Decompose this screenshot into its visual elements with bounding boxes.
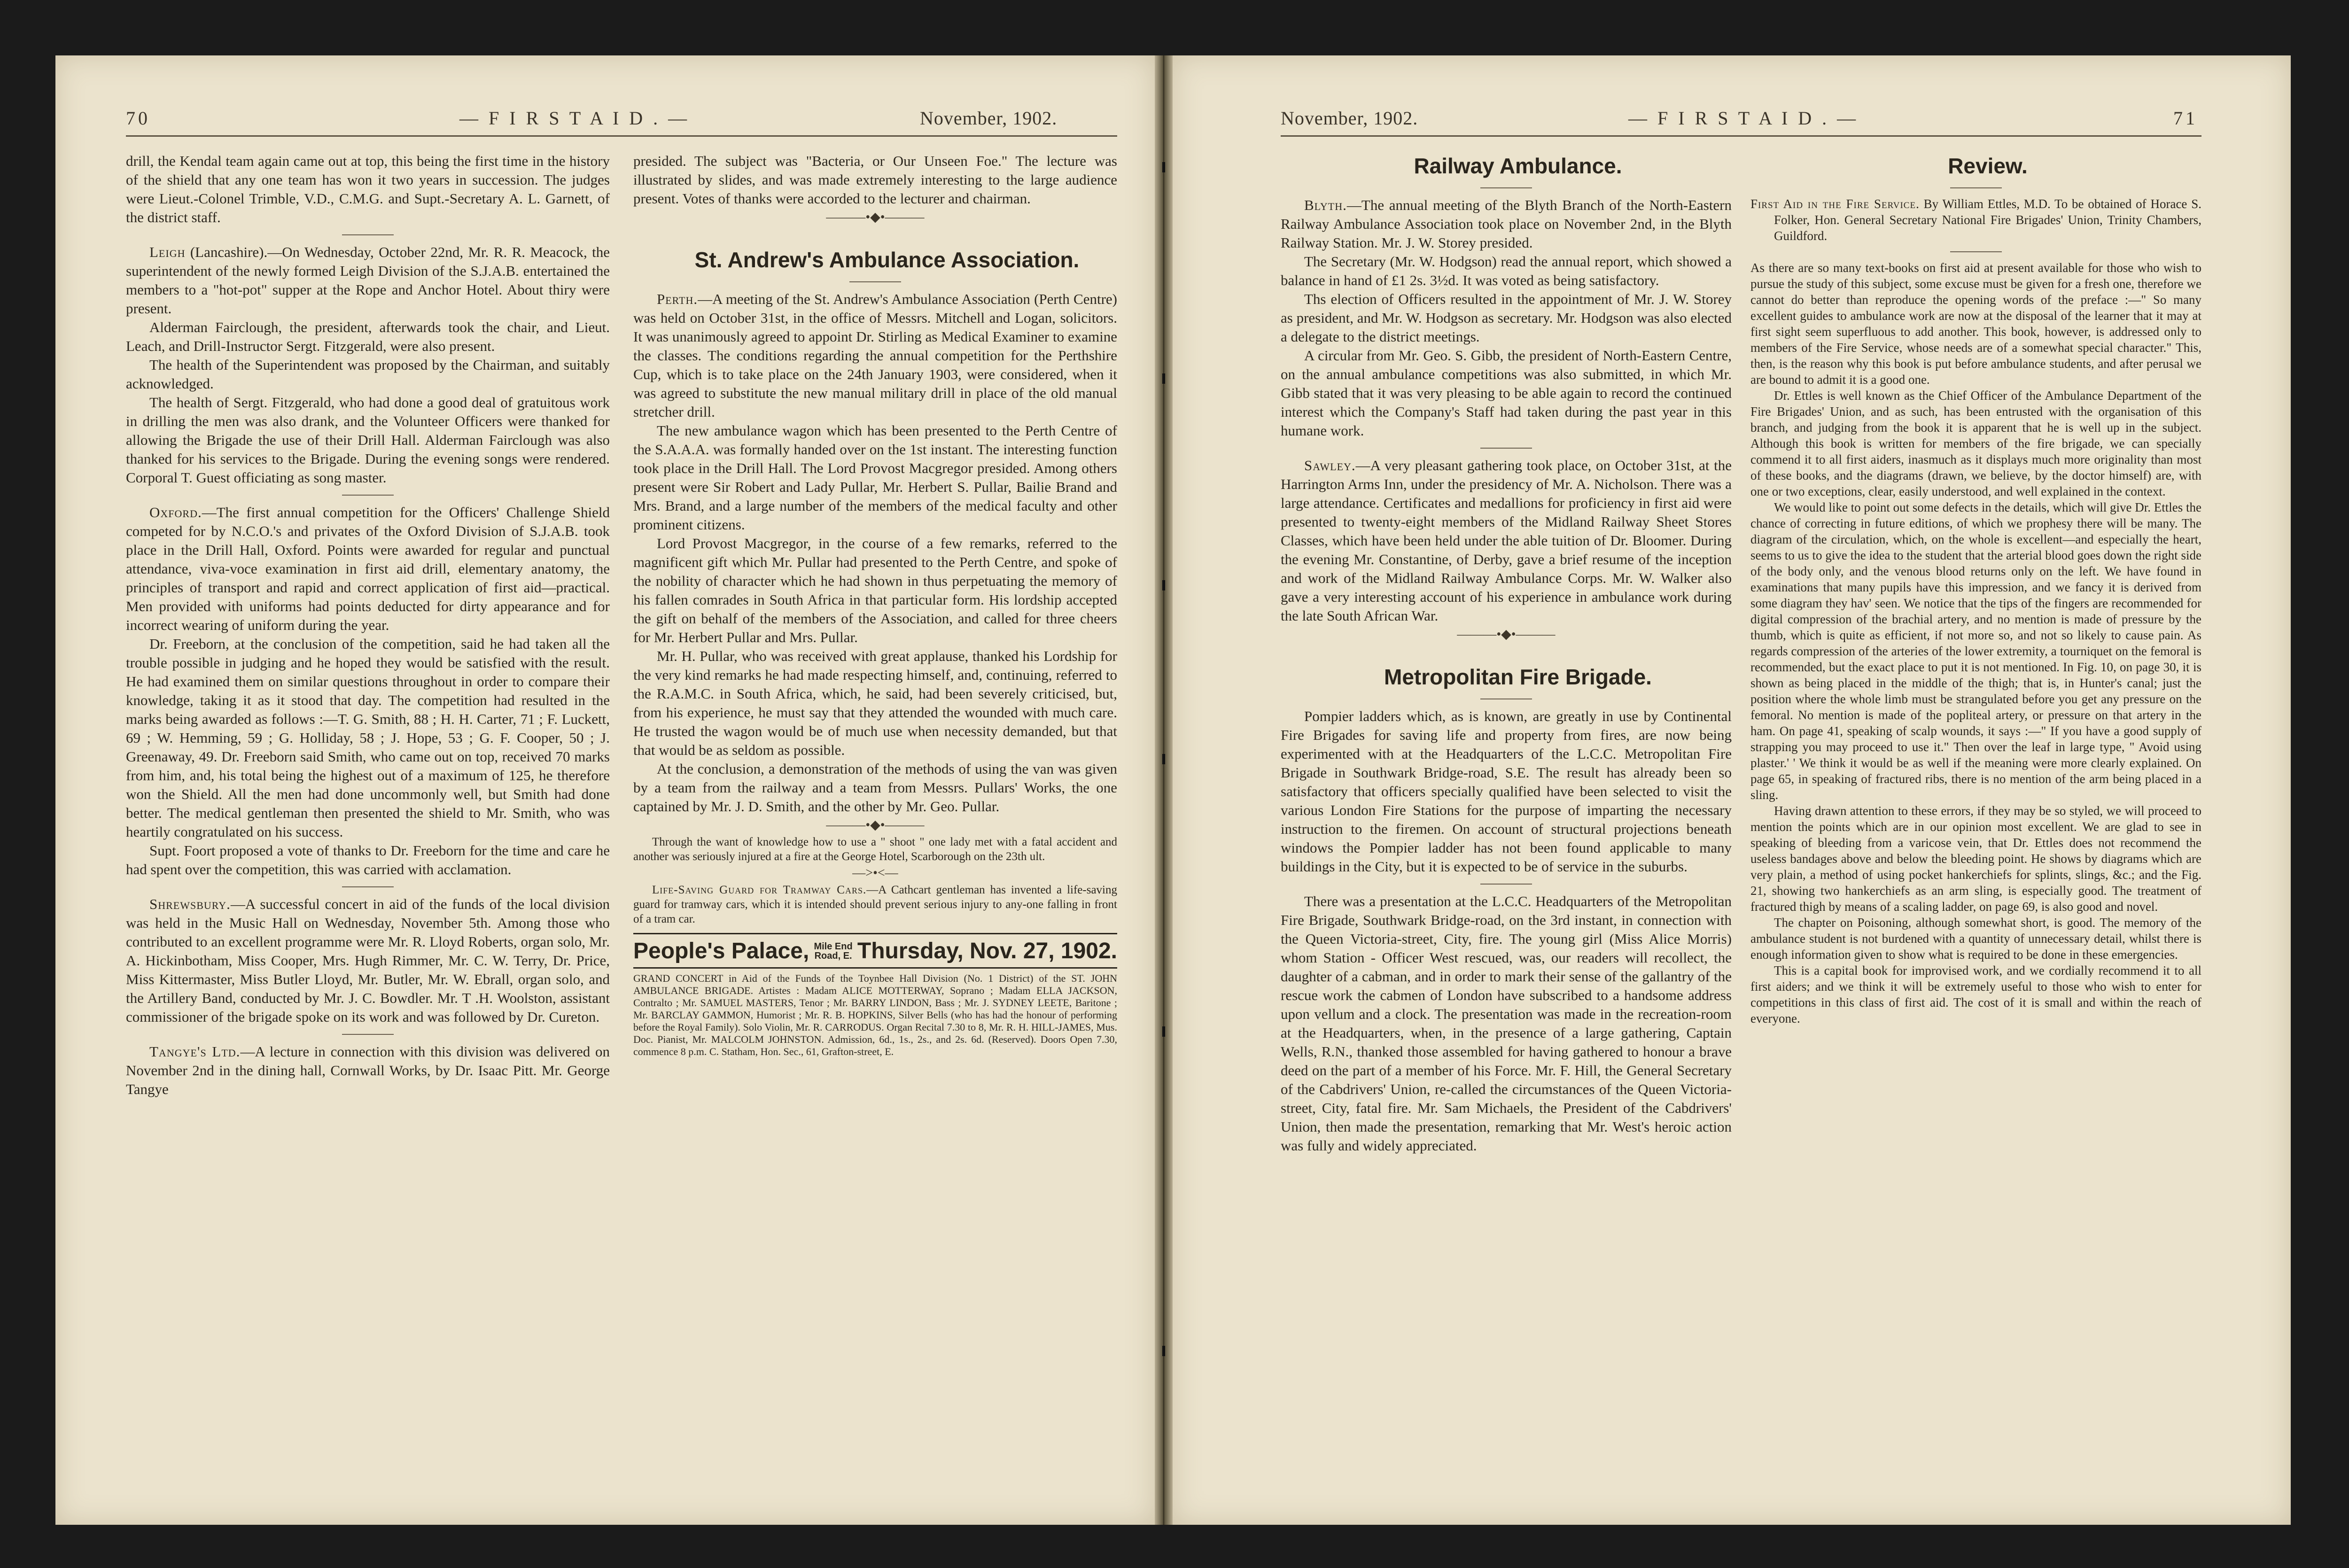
header-rule-left (126, 135, 1117, 137)
perth-paragraph-5: At the conclusion, a demonstration of the methods of using the van was given by a team from the railway and a team from Messrs. Pullars' Works, the one captained by Mr. J. D. Smith, and the other by Mr. Geo. Pullar. (633, 761, 1117, 815)
ornament-divider: ———•◆•——— (826, 210, 925, 225)
leigh-lead: Leigh (149, 244, 186, 260)
running-title-right: — F I R S T A I D . — (1628, 108, 1859, 129)
binding-stitch (1162, 373, 1165, 384)
ornament-divider: ———•◆•——— (1457, 627, 1556, 642)
left-column-2 (633, 152, 1117, 1058)
blyth-paragraph-3: Ths election of Officers resulted in the appointment of Mr. J. W. Storey as president, and Mr. W. Hodgson as secretary. Mr. Hodgson was also elected a delegate to the district meetings. (1281, 291, 1732, 345)
ad-date: Thursday, Nov. 27, 1902. (857, 939, 1117, 963)
ad-title (633, 937, 1117, 965)
tangye-text: —A lecture in connection with this division was delivered on November 2nd in the dining hall, Cornwall Works, by Dr. Isaac Pitt. Mr. George Tangye (126, 1043, 610, 1097)
leigh-paragraph (126, 243, 610, 318)
perth-text: —A meeting of the St. Andrew's Ambulance Association (Perth Centre) was held on October 31st, in the office of Messrs. Mitchell and Logan, solicitors. It was unanimously agreed to appoint Dr. Stirling as Medical Examiner to examine the classes. The conditions regarding the annual competition for the Perthshire Cup, which is to take place on the 24th January 1903, were considered, when it was agreed to substitute the new manual military drill in place of the old manual stretcher drill. (633, 291, 1117, 420)
railway-heading: Railway Ambulance. (1414, 154, 1622, 178)
left-column-1 (126, 152, 610, 1099)
divider (342, 495, 394, 496)
leigh-text: (Lancashire).—On Wednesday, October 22nd, Mr. R. R. Meacock, the superintendent of the newly formed Leigh Division of the S.J.A.B. entertained the members to a "hot-pot" supper at the Rope and Anchor Hotel. About thiry were present. (126, 244, 610, 317)
right-page (1173, 55, 2291, 1525)
divider (342, 234, 394, 235)
review-paragraph-3: We would like to point out some defects in the details, which will give Dr. Ettles the chance of correcting in future editions, of which we prophesy there will be many. The diagram of the circulation, which, on the whole is excellent—and especially the heart, seems to us to give the idea to the student that the arterial blood goes down the right side of the body only, and the venous blood returns only on the left. We have found in examinations that many pupils have this impression, and we fancy it is derived from some diagram they hav' seen. We notice that the tips of the fingers are recommended for digital compression of the brachial artery, and no mention is made of pressure by the thumb, which is quite as efficient, if not more so, and not so likely to cause pain. As regards compression of the arteries of the lower extremity, a tourniquet on the femoral is recommended, but the exact place to put it is not mentioned. In Fig. 10, on page 30, it is shown as being placed in the middle of the thigh; that is, in Hunter's canal; just the position where the whole limb must be strangulated before you get any pressure on the femoral. No mention is made of the popliteal artery, or pressure on that artery in the ham. On page 41, speaking of scalp wounds, it says :—" If you have a good supply of strapping you may proceed to use it." Then over the leaf in large type, " Avoid using plaster.' ' We think it would be as well if the meaning were more clearly explained. On page 65, in speaking of fractured ribs, there is no mention of the arm being placed in a sling. (1750, 500, 2201, 802)
binding-stitch (1162, 580, 1165, 590)
ad-venue: People's Palace, (633, 939, 809, 963)
oxford-text: —The first annual competition for the Officers' Challenge Shield competed for by N.C.O.'s and privates of the Oxford Division of S.J.A.B. took place in the Drill Hall, Oxford. Points were awarded for regular and punctual attendance, viva-voce examination in first aid drill, elementary anatomy, the principles of transport and rapid and correct application of first aid—practical. Men provided with uniforms had points deducted for dirty appearance and for incorrect wearing of uniform during the year. (126, 504, 610, 633)
ad-address-2: Road, E. (814, 951, 852, 961)
blyth-paragraph-4: A circular from Mr. Geo. S. Gibb, the president of North-Eastern Centre, on the annual ambulance competitions was also submitted, in which Mr. Gibb stated that it was very pleasing to be able again to record the continued interest which the Company's Staff had taken during the past year in this humane work. (1281, 347, 1732, 439)
divider (1480, 884, 1532, 885)
presentation-paragraph: There was a presentation at the L.C.C. Headquarters of the Metropolitan Fire Brigade, Southwark Bridge-road, on the 3rd instant, in connection with the Queen Victoria-street, City, fire. The young girl (Miss Alice Morris) whom Station - Officer West rescued, was, our readers will recollect, the daughter of a cabman, and in order to mark their sense of the gallantry of the rescue work the cabmen of London have subscribed to a handsome address upon vellum and a clock. The presentation was made in the recreation-room at the Headquarters, when, in the presence of a large gathering, Captain Wells, R.N., thanked those assembled for having gathered to honour a brave deed on the part of a member of his Force. Mr. F. Hill, the General Secretary of the Cabdrivers' Union, re-called the circumstances of the Queen Victoria-street, City, fatal fire. Mr. Sam Michaels, the President of the Cabdrivers' Union, then made the presentation, remarking that Mr. West's heroic action was fully and widely appreciated. (1281, 893, 1732, 1154)
fire-brigade-heading: Metropolitan Fire Brigade. (1384, 665, 1652, 689)
oxford-lead: Oxford. (149, 504, 202, 520)
shrewsbury-paragraph (126, 895, 610, 1026)
review-paragraph-5: The chapter on Poisoning, although somewhat short, is good. The memory of the ambulance student is not burdened with a quantity of unnecessary detail, whilst there is enough information given to show what is required to be done in these emergencies. (1750, 916, 2201, 962)
ad-top-rule (633, 933, 1117, 934)
kendal-paragraph: drill, the Kendal team again came out at top, this being the first time in the history of the shield that any one team has won it two years in succession. The judges were Lieut.-Colonel Trimble, V.D., C.M.G. and Supt.-Secretary A. L. Garnett, of the district staff. (126, 153, 610, 225)
page-number-right: 71 (2173, 108, 2198, 129)
perth-paragraph-3: Lord Provost Macgregor, in the course of a few remarks, referred to the magnificent gift which Mr. Pullar had presented to the Perth Centre, and spoke of the nobility of character which he had shown in thus perpetuating the memory of his fallen comrades in South Africa in that particular form. His lordship accepted the gift on behalf of the members of the Association, and called for three cheers for Mr. Herbert Pullar and Mrs. Pullar. (633, 535, 1117, 645)
divider (1950, 187, 2002, 188)
book-gutter (1155, 55, 1173, 1525)
guard-paragraph (633, 883, 1117, 926)
st-andrews-heading: St. Andrew's Ambulance Association. (694, 248, 1080, 272)
review-paragraph-6: This is a capital book for improvised work, and we cordially recommend it to all first aiders; and we think it will be extremely useful to those who wish to enter for competitions in this class of first aid. The cost of it is small and within the reach of everyone. (1750, 963, 2201, 1025)
divider (342, 886, 394, 887)
leigh-paragraph-3: The health of the Superintendent was proposed by the Chairman, and suitably acknowledged. (126, 357, 610, 392)
shrewsbury-text: —A successful concert in aid of the funds of the local division was held in the Music Hall on Wednesday, November 5th. Among those who contributed to an excellent programme were Mr. R. Lloyd Roberts, organ solo, Mr. A. Hickinbotham, Miss Cooper, Mrs. Hugh Rimmer, Mr. C. W. Terry, Dr. Price, Miss Kittermaster, Miss Butler Lloyd, Mr. Butler, Mr. W. Ebrall, organ solo, and the Artillery Band, conducted by Mr. J. C. Bowdler. Mr. T .H. Woolston, assistant commissioner of the brigade spoke on its work and was followed by Dr. Cureton. (126, 896, 610, 1025)
leigh-paragraph-2: Alderman Fairclough, the president, afterwards took the chair, and Lieut. Leach, and Drill-Instructor Sergt. Fitzgerald, were also present. (126, 319, 610, 354)
divider (1480, 187, 1532, 188)
perth-lead: Perth. (657, 291, 698, 307)
oxford-paragraph (126, 503, 610, 635)
perth-paragraph-4: Mr. H. Pullar, who was received with great applause, thanked his Lordship for the very kind remarks he had made respecting himself, and, continuing, referred to the R.A.M.C. in South Africa, which, he said, had been severely criticised, but, from his experience, he must say that they attended the wounded with much care. He trusted the wagon would be of much use when necessity demanded, but that that would be as seldom as possible. (633, 648, 1117, 758)
sawley-lead: Sawley. (1304, 457, 1356, 474)
guard-lead: Life-Saving Guard for Tramway Cars. (652, 884, 867, 896)
leigh-paragraph-4: The health of Sergt. Fitzgerald, who had done a good deal of gratuitous work in drilling the men was also drank, and the Volunteer Officers were thanked for allowing the Brigade the use of their Drill Hall. Alderman Fairclough was also thanked for his services to the Brigade. During the evening songs were rendered. Corporal T. Guest officiating as song master. (126, 394, 610, 486)
perth-paragraph-2: The new ambulance wagon which has been presented to the Perth Centre of the S.A.A.A. was formally handed over on the 1st instant. The interesting function took place in the Drill Hall. The Lord Provost Macgregor presided. Among others present were Sir Robert and Lady Pullar, Mr. Herbert S. Pullar, Bailie Brand and Mrs. Brand, and a large number of the members of the medical faculty and other prominent citizens. (633, 422, 1117, 533)
ornament-divider: —>•<— (852, 866, 898, 880)
book-citation (1750, 196, 2201, 244)
ornament-divider: ———•◆•——— (826, 818, 925, 832)
review-paragraph-1: As there are so many text-books on first aid at present available for those who wish to pursue the study of this subject, some excuse must be given for a fresh one, therefore we cannot do better than reproduce the opening words of the preface :—" So many excellent guides to ambulance work are now at the disposal of the learner that it may at first sight seem superfluous to add another. This book, however, is addressed only to members of the Fire Service, whose needs are of a somewhat special character." This, then, is the reason why this book is put before ambulance students, and after perusal we are bound to admit it is a good one. (1750, 261, 2201, 387)
sawley-paragraph (1281, 456, 1732, 625)
oxford-paragraph-3: Supt. Foort proposed a vote of thanks to Dr. Freeborn for the time and care he had spent over the competition, this was carried with acclamation. (126, 842, 610, 877)
pompier-paragraph: Pompier ladders which, as is known, are greatly in use by Continental Fire Brigades for saving life and property from fires, are now being experimented with at the Headquarters of the L.C.C. Metropolitan Fire Brigade in Southwark Bridge-road, S.E. The result has already been so satisfactory that officers specially qualified have been selected to visit the various London Fire Stations for the purpose of imparting the necessary instruction to the firemen. On account of structural projections beneath windows the Pompier ladder has not been found applicable to many buildings in the City, but it is expected to be of service in the suburbs. (1281, 708, 1732, 875)
left-page (55, 55, 1155, 1525)
blyth-lead: Blyth. (1304, 197, 1347, 213)
review-paragraph-2: Dr. Ettles is well known as the Chief Officer of the Ambulance Department of the Fire Brigades' Union, and as such, has been entrusted with the organisation of this branch, and judging from the book it is apparent that he is well up in the subject. Although this book is written for members of the fire brigade, we can specially commend it to all first aiders, inasmuch as it displays much more originality than most of these books, and the diagrams (drawn, we believe, by the doctor himself) are, with one or two exceptions, clear, easily understood, and well explained in the context. (1750, 388, 2201, 498)
right-column-2 (1750, 152, 2201, 1026)
date-left: November, 1902. (920, 108, 1058, 129)
divider (1950, 251, 2002, 252)
binding-stitch (1162, 754, 1165, 764)
running-title-left: — F I R S T A I D . — (459, 108, 690, 129)
blyth-text: —The annual meeting of the Blyth Branch of the North-Eastern Railway Ambulance Association took place on November 2nd, in the Blyth Railway Station. Mr. J. W. Storey presided. (1281, 197, 1732, 251)
binding-stitch (1162, 1346, 1165, 1356)
book-details: By William Ettles, M.D. To be obtained of Horace S. Folker, Hon. General Secretary National Fire Brigades' Union, Trinity Chambers, Guildford. (1774, 197, 2201, 243)
ad-address (814, 942, 852, 961)
ad-rule (633, 967, 1117, 969)
binding-stitch (1162, 162, 1165, 172)
blyth-paragraph (1281, 196, 1732, 252)
oxford-paragraph-2: Dr. Freeborn, at the conclusion of the competition, said he had taken all the trouble possible in judging and he hoped they would be satisfied with the result. He had examined them on similar questions throughout in order to compare their knowledge, taking it as it stood that day. The competition had resulted in the marks being awarded as follows :—T. G. Smith, 88 ; H. H. Carter, 71 ; F. Luckett, 69 ; W. Hemming, 59 ; G. Holliday, 58 ; J. Hope, 53 ; G. F. Cooper, 50 ; J. Greenaway, 49. Dr. Freeborn said Smith, who came out on top, received 70 marks from him, and, his total being the highest out of a maximum of 125, he therefore won the Shield. All the men had done uncommonly well, but Smith had done better. The medical gentleman then presented the shield to Mr. Smith, who was heartily congratulated on his success. (126, 636, 610, 840)
guard-text: —A Cathcart gentleman has invented a life-saving guard for tramway cars, which it is intended should prevent serious injury to any-one falling in front of a tram car. (633, 884, 1117, 925)
review-heading: Review. (1948, 154, 2028, 178)
review-paragraph-4: Having drawn attention to these errors, if they may be so styled, we will proceed to mention the points which are in our opinion most excellent. We are glad to see in speaking of bleeding from a varicose vein, that Dr. Ettles does not recommend the useless bandages above and below the bleeding point. He shows by diagrams which are very plain, a method of using pocket hankerchiefs for splints, slings, &c.; and the Fig. 21, showing two hankerchiefs as an arm sling, is especially good. The treatment of fractured thigh by means of a scaling ladder, on page 69, is also good and novel. (1750, 804, 2201, 914)
ad-address-1: Mile End (814, 941, 853, 952)
divider (1480, 448, 1532, 449)
divider (849, 281, 901, 282)
shoot-paragraph: Through the want of knowledge how to use a " shoot " one lady met with a fatal accident and another was seriously injured at a fire at the George Hotel, Scarborough on the 23th ult. (633, 836, 1117, 863)
shrewsbury-lead: Shrewsbury. (149, 896, 231, 912)
lecture-paragraph: presided. The subject was "Bacteria, or Our Unseen Foe." The lecture was illustrated by slides, and was made extremely interesting to the large audience present. Votes of thanks were accorded to the lecturer and chairman. (633, 153, 1117, 207)
divider (342, 1034, 394, 1035)
header-rule-right (1281, 135, 2201, 137)
page-number-left: 70 (126, 108, 150, 129)
binding-stitch (1162, 1026, 1165, 1037)
tangye-lead: Tangye's Ltd. (149, 1043, 241, 1060)
date-right: November, 1902. (1281, 108, 1418, 129)
blyth-paragraph-2: The Secretary (Mr. W. Hodgson) read the annual report, which showed a balance in hand of £1 2s. 3½d. It was voted as being satisfactory. (1281, 253, 1732, 288)
book-title: First Aid in the Fire Service. (1750, 197, 1920, 211)
tangye-paragraph (126, 1042, 610, 1099)
right-column-1 (1281, 152, 1732, 1155)
perth-paragraph (633, 290, 1117, 421)
sawley-text: —A very pleasant gathering took place, on October 31st, at the Harrington Arms Inn, under the presidency of Mr. A. Nicholson. There was a large attendance. Certificates and medallions for proficiency in first aid were presented to twenty-eight members of the Midland Railway Sheet Stores Classes, which have been held under the able tuition of Dr. Bloomer. During the evening Mr. Constantine, of Derby, gave a brief resume of the inception and work of the Midland Railway Ambulance Corps. Mr. W. Walker also gave a very interesting account of his experience in ambulance work during the late South African War. (1281, 457, 1732, 624)
ad-body: GRAND CONCERT in Aid of the Funds of the Toynbee Hall Division (No. 1 District) of the ST. JOHN AMBULANCE BRIGADE. Artistes : Madam ALICE MOTTERWAY, Soprano ; Madam ELLA JACKSON, Contralto ; Mr. SAMUEL MASTERS, Tenor ; Mr. BARRY LINDON, Bass ; Mr. J. SYDNEY LEETE, Baritone ; Mr. BARCLAY GAMMON, Humorist ; Mr. R. B. HOPKINS, Silver Bells (who has had the honour of performing before the Royal Family). Solo Violin, Mr. R. CARRODUS. Organ Recital 7.30 to 8, Mr. R. H. HILL-JAMES, Mus. Doc. Pianist, Mr. MALCOLM JOHNSTON. Admission, 6d., 1s., 2s., and 2s. 6d. (Reserved). Doors Open 7.30, commence 8 p.m. C. Statham, Hon. Sec., 61, Grafton-street, E. (633, 972, 1117, 1057)
